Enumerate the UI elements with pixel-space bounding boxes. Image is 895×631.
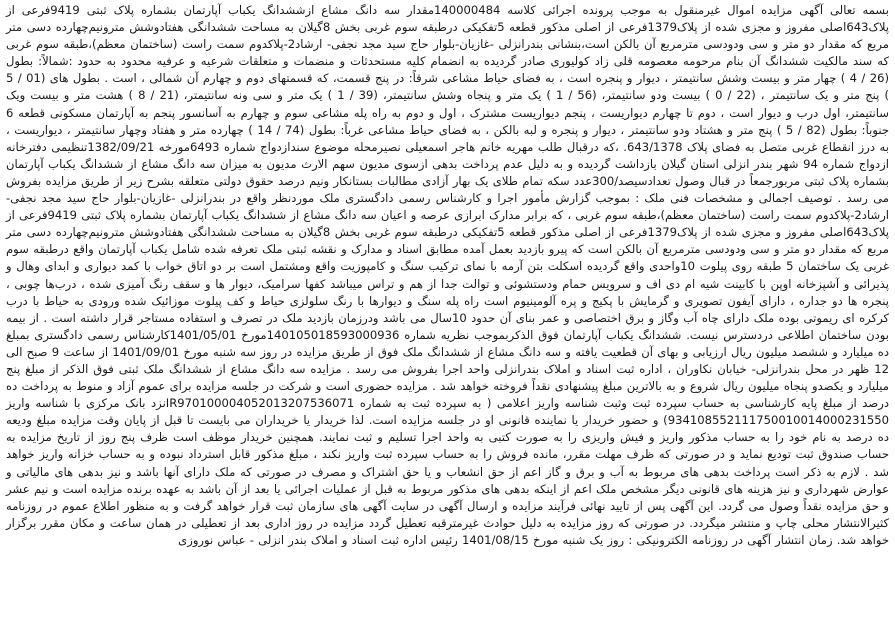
notice-body: بسمه تعالی آگهی مزایده اموال غیرمنقول به موجب پرونده اجرائی کلاسه 140000484مقدار سه دانگ مشاع ازششدانگ یکباب آپارتمان بشماره پلاک ثبتی 9419فرعی از پلاک643اصلی مفروز و مجزی شده از پلاک1379فرعی از اصلی مذکور قطعه 5تفکیکی درطبقه سوم غربی بخش 8گیلان به مساحت ششدانگی هفتادوشش مترونیم‌چهارده دسی متر مربع که مقدار دو متر و سی ودودسی مترمربع آن بالکن است،بنشانی بندرانزلی -غازیان-بلوار حاج سید مجد نجفی- ارشاد2-پلاکدوم سمت راست (ساختمان معظم)،طبقه سوم غربی که سند مالکیت ششدانگ آن بنام مرحومه معصومه قلی زاد کولیوری صادر گردیده به انضمام کلیه مستحدثات و منضمات و متعلقات شرعیه و عرفیه محدود به حدود :شمالاً: بطول (26 / 4 ) چهار متر و بیست وشش سانتیمتر ، دیوار و پنجره است ، به فضای حیاط مشاعی شرقاً: در پنج قسمت، که قسمتهای دوم و چهارم آن شمالی ، است . بطول های (01 / 5 ) پنج متر و یک سانتیمتر ، (22 / 0 ) بیست ودو سانتیمتر، (56 / 1 ) یک متر و پنجاه وشش سانتیمتر، (39 / 1 ) یک متر و سی ونه سانتیمتر، (21 / 8 ) هشت متر و بیست ویک سانتیمتر، اول درب و دیوار است ، دوم تا چهارم دیواریست ، پنجم دیواریست مشترک ، اول و دوم به راه پله مشاعی سوم و چهارم به آسانسور پنجم به آپارتمان مسکونی قطعه 6 جنوباً: بطول (82 / 5 ) پنج متر و هشتاد ودو سانتیمتر ، دیوار و پنجره و لبه بالکن ، به فضای حیاط مشاعی غرباً: بطول (74 / 14 ) چهارده متر و هفتاد وچهار سانتیمتر ، دیواریست ، به درز انقطاع غربی متصل به فضای پلاک 643/1378. ،که درقبال طلب مهریه خانم هاجر اسمعیلی نصیرمحله موضوع سندازدواج شماره 6493مورخه 1382/09/21تنظیمی دفترخانه ازدواج شماره 94 شهر بندر انزلی استان گیلان بازداشت گردیده و به دلیل عدم پرداخت بدهی ازسوی مدیون سهم الارث مدیون به میزان سه دانگ مشاع از ششدانگ یکباب آپارتمان بشماره پلاک ثبتی مربورجمعاً در قبال وصول تعدادسیصد/300عدد سکه تمام طلای یک بهار آزادی مطالبات بستانکار ونیم درصد حقوق دولتی متعلقه بشرح زیر از طریق مزایده بفروش می رسد . توصیف اجمالی و مشخصات فنی ملک : بموجب گزارش مأمور اجرا و کارشناس رسمی دادگستری ملک موردنظر واقع در بندرانزلی -غازیان-بلوار حاج سید مجد نجفی- ارشاد2-پلاکدوم سمت راست (ساختمان معظم)،طبقه سوم غربی ، که برابر مدارک ابرازی عرصه و اعیان سه دانگ مشاع از ششدانگ یکباب آپارتمان بشماره پلاک ثبتی 9419فرعی از پلاک643اصلی مفروز و مجزی شده از پلاک1379فرعی از اصلی مذکور قطعه 5تفکیکی درطبقه سوم غربی بخش 8گیلان به مساحت ششدانگی هفتادوشش مترونیم‌چهارده دسی متر مربع که مقدار دو متر و سی ودودسی مترمربع آن بالکن است که پیرو بازدید بعمل آمده مطابق اسناد و مدارک و نقشه ثبتی ملک تعرفه شده شامل یکباب آپارتمان واقع درطبقه سوم غربی یک ساختمان 5 طبقه روی پیلوت 10واحدی واقع گردیده اسکلت بتن آرمه با نمای ترکیب سنگ و کامپوزیت واقع ومشتمل است بر دو اتاق خواب با کمد دیواری و ابدای وهال و پذیرائی و آشپزخانه اوپن با کابینت شیه ام دی اف و سرویس حمام ودستشوئی و توالت جدا از هم و تراس میباشد کفها سرامیک، دیوار ها و سقف رنگ آمیزی شده ، درب‌ها چوبی ، پنجره ها دو جداره ، دارای آیفون تصویری و گرمایش با پکیج و پره آلومینیوم است راه پله سنگ و دیوارها با رنگ سلولزی حیاط و کف پیلوت موزائیک شده ورودی به حیاط با درب کرکره ای ریموتی بوده ملک دارای چاه آب وگاز و برق اختصاصی و عمر بنای آن حدود 10سال می باشد ودرزمان بازدید ملک در تصرف و استفاده مستاجر قرار داشته است . از بیمه بودن ساختمان اطلاعی دردسترس نیست. ششدانگ یکباب آپارتمان فوق الذکربموجب نظریه شماره 140105018593000936مورخ 1401/05/01کارشناس رسمی دادگستری بمبلغ ده میلیارد و ششصد میلیون ریال ارزیابی و بهای آن قطعیت یافته و سه دانگ مشاع از ششدانگ ملک فوق از طریق مزایده در روز سه شنبه مورخ 1401/09/01 از ساعت 9 صبح الی 12 ظهر در محل بندرانزلی- خیابان نکاوران ، اداره ثبت اسناد و املاک بندرانزلی واحد اجرا بفروش می رسد . مزایده سه دانگ مشاع از ششدانگ ملک ثبتی فوق الذکر از مبلغ پنج میلیارد و یکصدو پنجاه میلیون ریال شروع و به بالاترین مبلغ پیشنهادی نقداً فروخته خواهد شد . مزایده حضوری است و شرکت در جلسه مزایده برای عموم آزاد و منوط به پرداخت ده درصد از مبلغ پایه کارشناسی به حساب سپرده ثبت وثبت شناسه واریز اعلامی ( به سپرده ثبت به شماره IR970100004052013207536071نزد بانک مرکزی با شناسه واریز 934108552111750010014000231550) و حضور خریدار یا نماینده قانونی او در جلسه مزایده است. لذا خریدار یا خریداران می بایست تا قبل از پایان وقت مزایده مبلغ ودیعه ده درصد به نام خود را به حساب مذکور واریز و فیش واریزی را به صورت کتبی به واحد اجرا تسلیم و ثبت نمایند. همچنین خریدار موظف است ظرف پنج روز از تاریخ مزایده به حساب صندوق ثبت تودیع نماید و در صورتی که ظرف مهلت مقرر، مانده فروش را به حساب سپرده ثبت واریز نکند ، مبلغ مذکور قابل استرداد نبوده و به حساب خزانه واریز خواهد شد . لازم به ذکر است پرداخت بدهی های مربوط به آب و برق و گاز اعم از حق انشعاب و یا حق اشتراک و مصرف در صورتی که ملک دارای آنها باشد و نیز بدهی های مالیاتی و عوارض شهرداری و نیز هزینه های قانونی دیگر مشخص ملک اعم از اینکه بدهی های مذکور مربوط به قبل از عملیات اجرائی یا بعد از آن باشد به عهده برنده مزایده است و نیم عشر و حق مزایده نقداً وصول می گردد. این آگهی پس از تایید نهائی فرآیند مزایده و ارسال آگهی در سایت آگهی های سازمان ثبت قرار خواهد گرفت و به منظور اطلاع عموم در روزنامه کثیرالانتشار محلی چاپ و منتشر میگردد. در صورتی که روز مزایده به دلیل حوادث غیرمترقبه تعطیل گردد مزایده در روز اداری بعد از تعطیلی در همان ساعت و مکان مقرر برگزار خواهد شد. زمان انتشار آگهی در روزنامه الکترونیکی : روز یک شنبه مورخ 1401/08/15 رئیس اداره ثبت اسناد و املاک بندر انزلی - عباس نوروزی [6,3,890,547]
